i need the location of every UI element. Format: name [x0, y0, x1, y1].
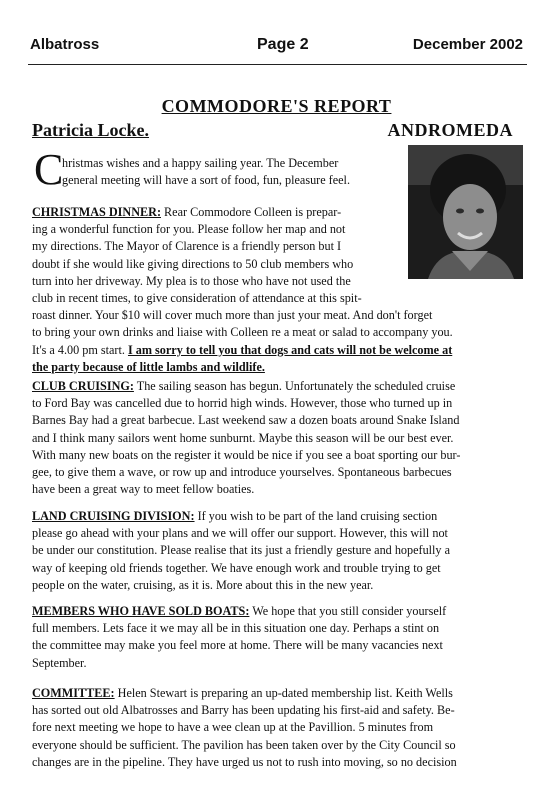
- club-cruising-section: CLUB CRUISING: The sailing season has begun. Unfortunately the scheduled cruise to Ford Bay was cancelled due to horrid high winds. However, those who turned up in Barnes Bay had a great barbecue. Last weekend saw a dozen boats around Snake Island and I think many sailors went home sunburnt. Maybe this season will be our best ever. With many new boats on the register it would be nice if you see a boat sporting our bur- gee, to give them a wave, or row up and introduce yourselves. Spontaneous barbecues have been a great way to meet fellow boaties.: [32, 379, 461, 497]
- header-rule: [28, 64, 527, 65]
- intro-paragraph: hristmas wishes and a happy sailing year. The December general meeting will have a sort of food, fun, pleasure feel.: [62, 156, 350, 188]
- land-cruising-heading: LAND CRUISING DIVISION:: [32, 509, 195, 523]
- christmas-dinner-section: CHRISTMAS DINNER: Rear Commodore Colleen is prepar- ing a wonderful function for you. Please follow her map and not my directions. The Mayor of Clarence is a friendly person but I doubt if she would like giving directions to 50 club members who turn into her driveway. My plea is to those who have not used the club in recent times, to give consideration of attendance at this spit- roast dinner. Your $10 will cover much more than just your meat. And don't forget to bring your own drinks and liaise with Colleen re a meat or salad to accompany you. It's a 4.00 pm start. I am sorry to tell you that dogs and cats will not be welcome at the party because of little lambs and wildlife.: [32, 205, 453, 374]
- drop-cap: C: [34, 145, 64, 194]
- club-cruising-heading: CLUB CRUISING:: [32, 379, 134, 393]
- pets-notice: I am sorry to tell you that dogs and cats will not be welcome at: [127, 342, 453, 357]
- report-title: COMMODORE'S REPORT: [161, 96, 392, 116]
- issue-date: December 2002: [412, 36, 523, 53]
- committee-heading: COMMITTEE:: [32, 686, 115, 700]
- page-number: Page 2: [257, 36, 309, 53]
- sold-boats-heading: MEMBERS WHO HAVE SOLD BOATS:: [32, 604, 250, 618]
- christmas-dinner-heading: CHRISTMAS DINNER:: [32, 205, 161, 219]
- author-name: Patricia Locke.: [32, 120, 149, 140]
- land-cruising-section: LAND CRUISING DIVISION: If you wish to be part of the land cruising section please go ahead with your plans and we will offer our support. However, this will not be under our constitution. Please realise that its just a friendly gesture and hopefully a way of keeping old friends together. We have enough work and trouble trying to get people on the water, cruising, as it is. More about this in the new year.: [32, 509, 450, 592]
- newsletter-name: Albatross: [30, 36, 100, 53]
- boat-name: ANDROMEDA: [387, 120, 513, 140]
- committee-section: COMMITTEE: Helen Stewart is preparing an up-dated membership list. Keith Wells has sorted out old Albatrosses and Barry has been updating his first-aid and safety. Be- fore next meeting we hope to have a wee clean up at the Pavillion. 5 minutes from everyone should be sufficient. The pavilion has been taken over by the City Council so changes are in the pipeline. They have urged us not to rush into moving, so no decision: [32, 686, 457, 769]
- page-header: [30, 36, 523, 60]
- sold-boats-section: MEMBERS WHO HAVE SOLD BOATS: We hope that you still consider yourself full members. Lets face it we may all be in this situation one day. Perhaps a stint on the committee may make you feel more at home. There will be many vacancies next September.: [32, 604, 447, 670]
